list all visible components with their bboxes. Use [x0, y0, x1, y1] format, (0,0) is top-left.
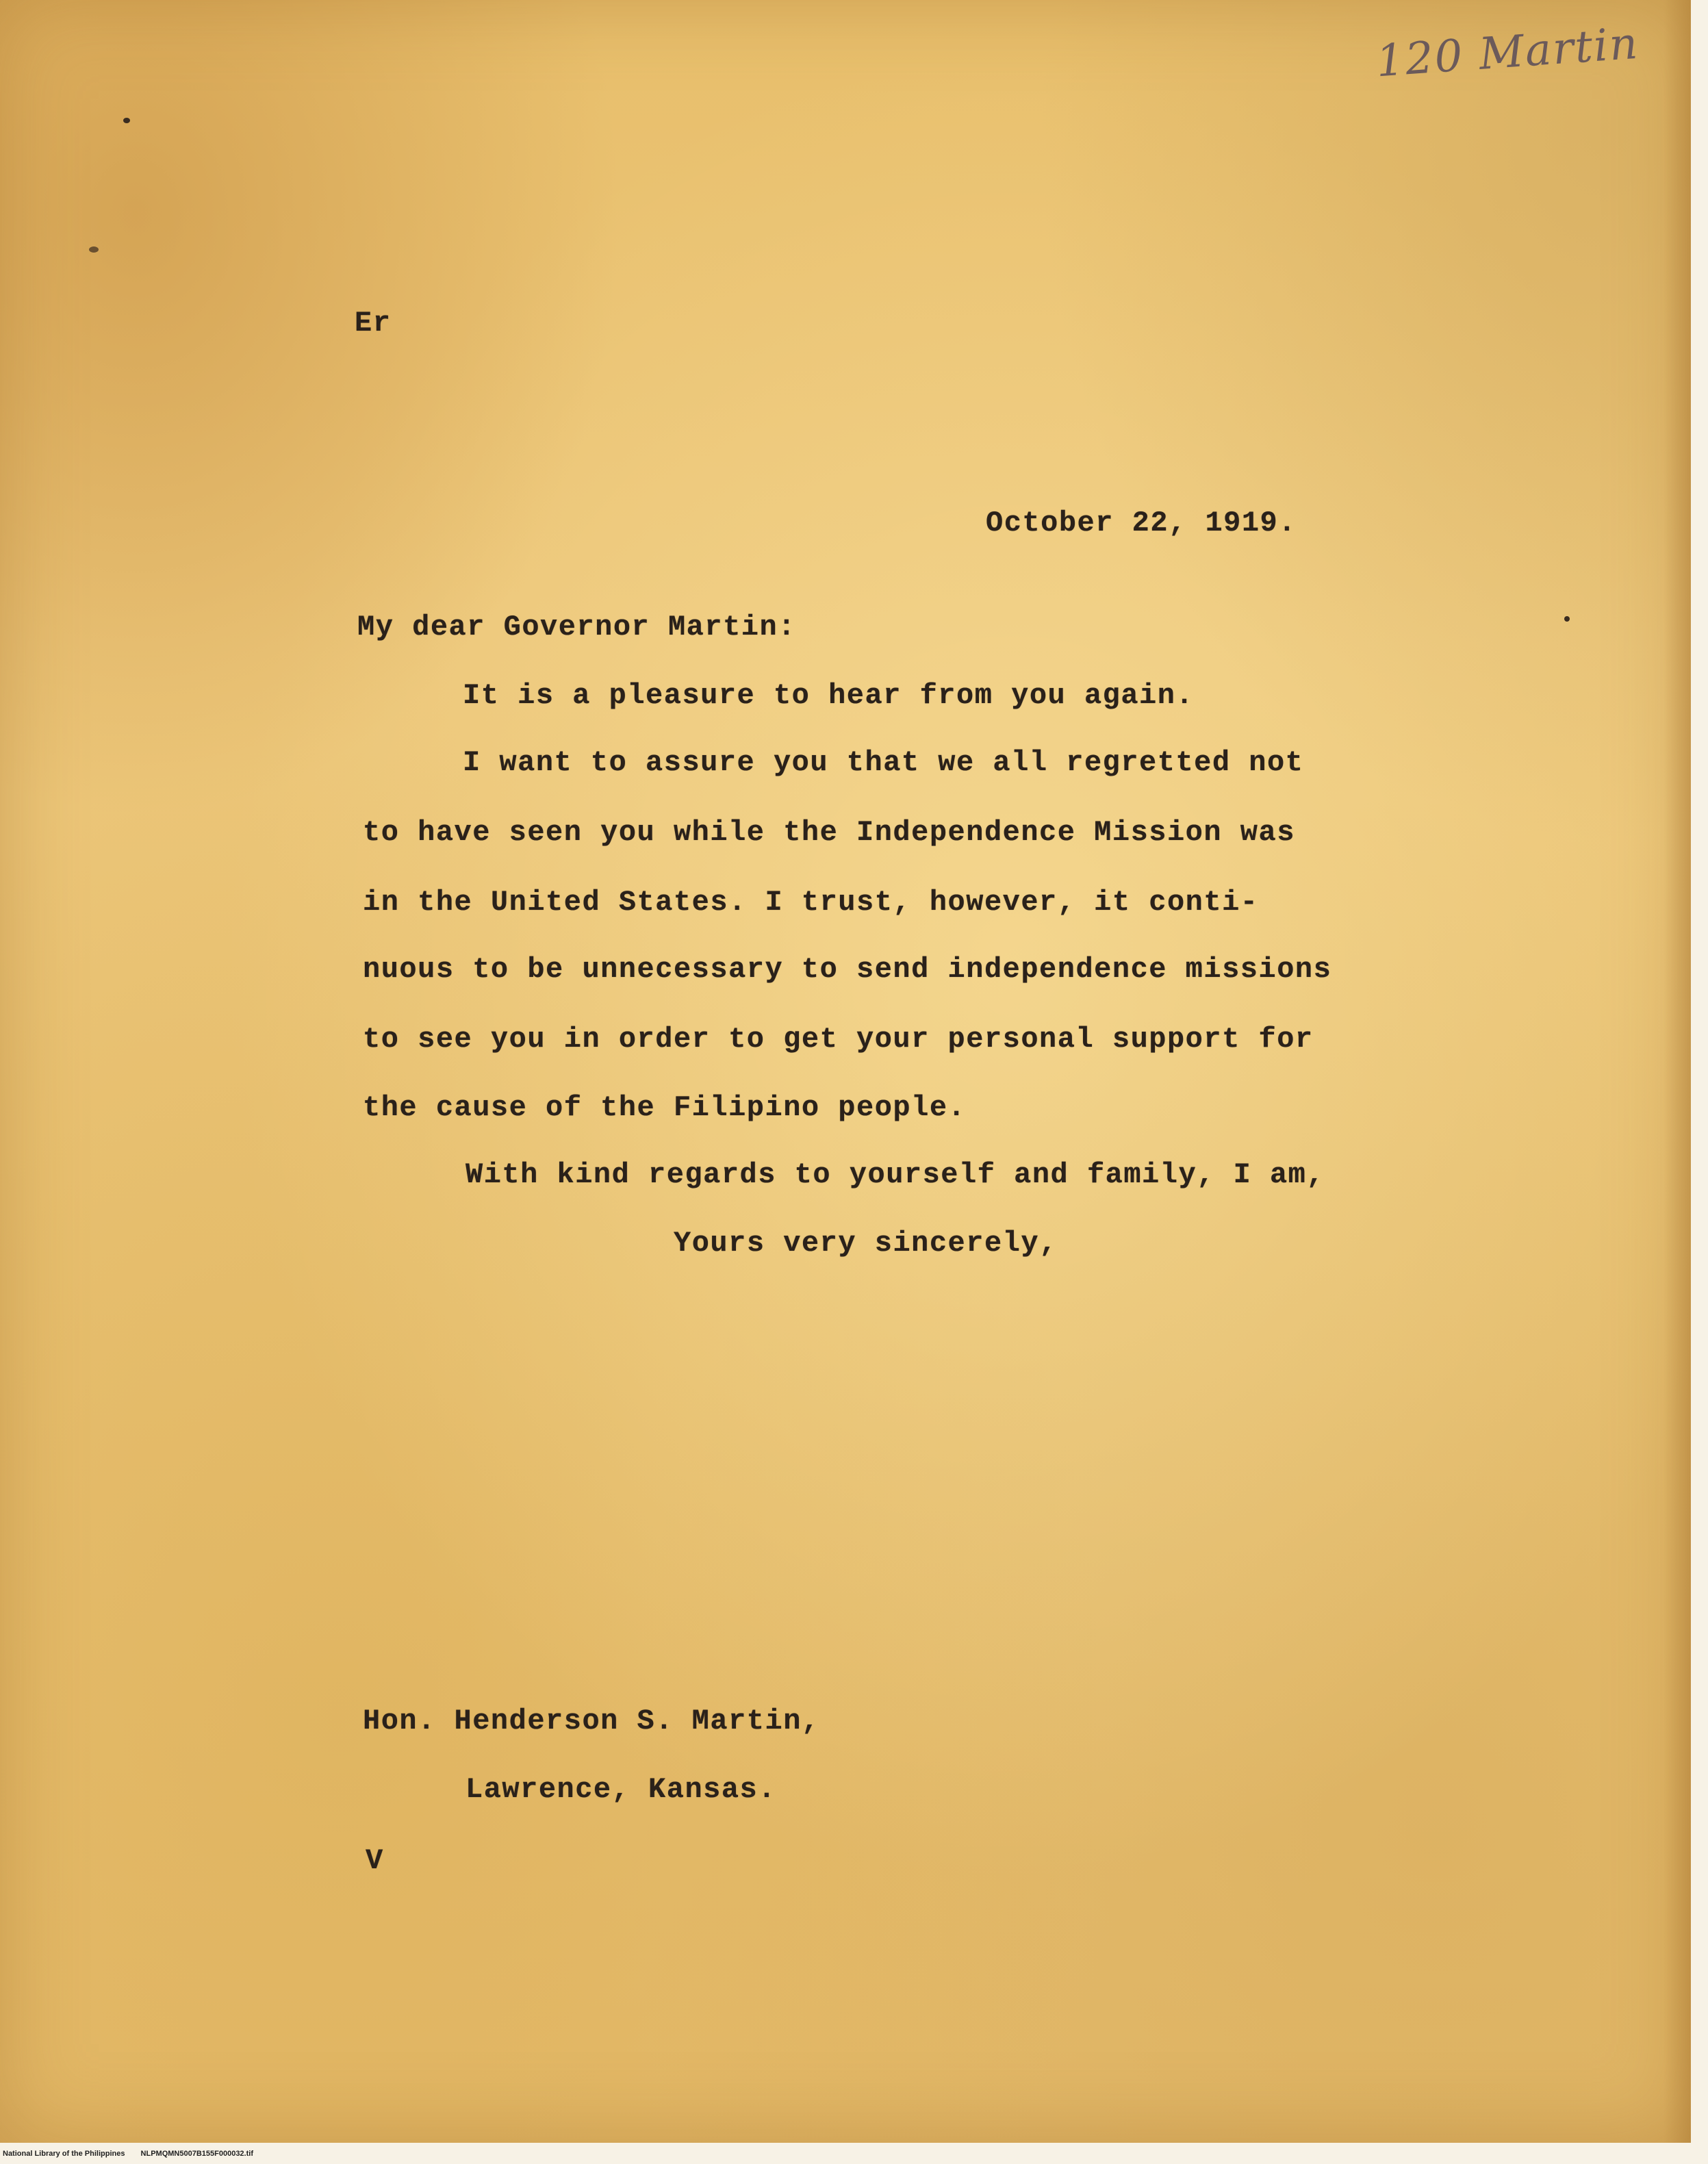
closing: Yours very sincerely, — [674, 1227, 1058, 1260]
paragraph-2-line: the cause of the Filipino people. — [363, 1091, 967, 1124]
scan-footer — [3, 2150, 267, 2158]
handwritten-annotation: 120 Martin — [1374, 18, 1641, 88]
letter-date: October 22, 1919. — [986, 507, 1297, 539]
library-name: National Library of the Philippines — [3, 2150, 125, 2158]
paragraph-2-line: I want to assure you that we all regretted not — [463, 746, 1304, 779]
ink-speck — [1564, 616, 1570, 622]
paragraph-3: With kind regards to yourself and family, I am, — [466, 1158, 1325, 1191]
file-mark: V — [366, 1844, 384, 1877]
ink-speck — [123, 118, 130, 123]
paragraph-2-line: nuous to be unnecessary to send independence missions — [363, 953, 1332, 986]
paragraph-2-line: to see you in order to get your personal support for — [363, 1023, 1314, 1056]
addressee-location: Lawrence, Kansas. — [466, 1773, 776, 1806]
typist-initials: Er — [355, 307, 392, 340]
paragraph-2-line: to have seen you while the Independence Mission was — [363, 816, 1295, 849]
paragraph-1: It is a pleasure to hear from you again. — [463, 679, 1195, 712]
paragraph-2-line: in the United States. I trust, however, it conti- — [363, 886, 1259, 919]
page-edge — [1664, 0, 1691, 2143]
ink-speck — [89, 246, 99, 253]
file-name: NLPMQMN5007B155F000032.tif — [140, 2150, 253, 2158]
salutation: My dear Governor Martin: — [357, 611, 796, 644]
addressee-name: Hon. Henderson S. Martin, — [363, 1705, 820, 1737]
